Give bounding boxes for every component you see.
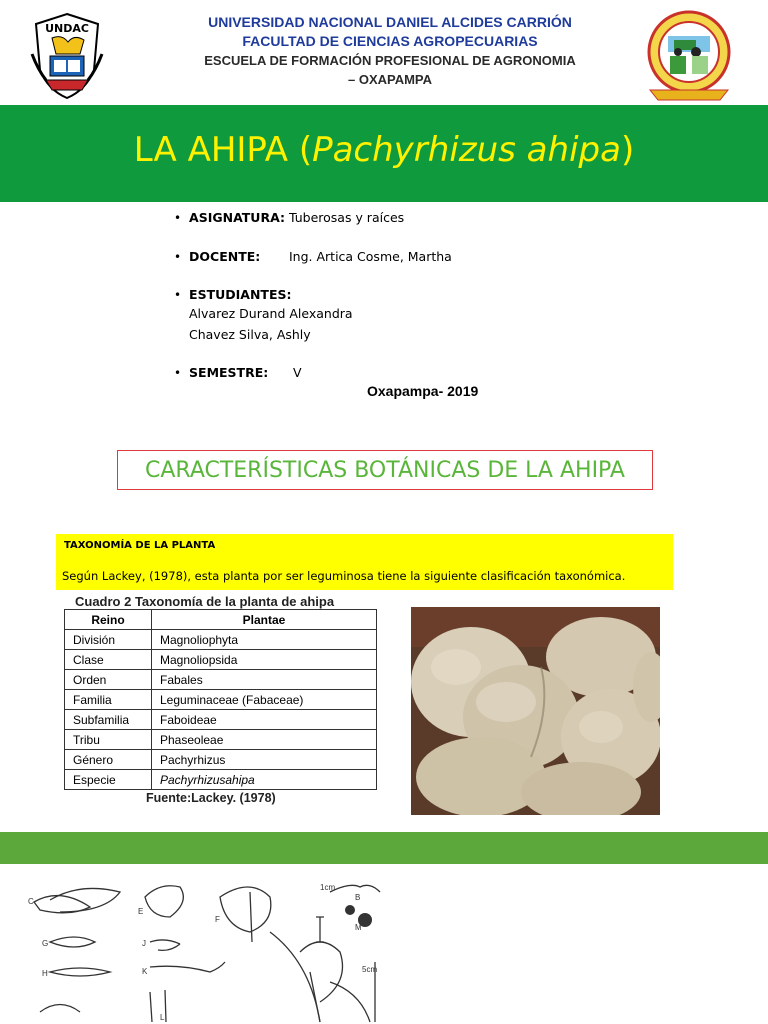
- bullet-icon: •: [174, 366, 182, 380]
- asignatura-row: [174, 210, 404, 225]
- sketch-label-h: H: [42, 969, 48, 978]
- sketch-label-b: B: [355, 893, 361, 902]
- taxonomy-table: [64, 609, 377, 790]
- ahipa-roots-photo: [411, 607, 660, 815]
- taxon-cell: Leguminaceae (Fabaceae): [152, 690, 377, 710]
- table-row: [65, 730, 377, 750]
- table-caption: Cuadro 2 Taxonomía de la planta de ahipa: [75, 594, 335, 609]
- table-row: [65, 770, 377, 790]
- sketch-label-f: F: [215, 915, 220, 924]
- sketch-label-l: L: [160, 1013, 165, 1022]
- table-row: [65, 650, 377, 670]
- taxon-cell: Faboideae: [152, 710, 377, 730]
- sketch-label-g: G: [42, 939, 49, 948]
- taxonomy-text: Según Lackey, (1978), esta planta por ser leguminosa tiene la siguiente clasificación taxonómica.: [62, 569, 626, 583]
- undac-logo: [28, 10, 106, 102]
- table-header: Reino: [65, 610, 152, 630]
- table-row: [65, 690, 377, 710]
- table-row: [65, 710, 377, 730]
- logo-text: UNDAC: [45, 22, 89, 35]
- rank-cell: Orden: [65, 670, 152, 690]
- section-heading: CARACTERÍSTICAS BOTÁNICAS DE LA AHIPA: [117, 450, 653, 490]
- taxonomy-heading: TAXONOMÍA DE LA PLANTA: [64, 540, 216, 551]
- faculty-name: FACULTAD DE CIENCIAS AGROPECUARIAS: [242, 33, 538, 49]
- sketch-label-j: J: [142, 939, 146, 948]
- docente-row: [174, 249, 260, 264]
- taxon-cell: Pachyrhizusahipa: [152, 770, 377, 790]
- page-title: [0, 130, 768, 170]
- university-name: UNIVERSIDAD NACIONAL DANIEL ALCIDES CARRIÓN: [208, 14, 572, 30]
- bottom-band: [0, 832, 768, 864]
- taxon-cell: Magnoliopsida: [152, 650, 377, 670]
- bullet-icon: •: [174, 211, 182, 225]
- place-year: Oxapampa- 2019: [367, 383, 479, 399]
- taxon-cell: Phaseoleae: [152, 730, 377, 750]
- asignatura-value: Tuberosas y raíces: [288, 210, 405, 225]
- rank-cell: Subfamilia: [65, 710, 152, 730]
- student-name: Alvarez Durand Alexandra: [189, 306, 353, 321]
- table-row: [65, 670, 377, 690]
- title-scientific-name: Pachyrhizus ahipa: [312, 130, 621, 170]
- sketch-scale-1cm: 1cm: [320, 883, 336, 892]
- sketch-label-e: E: [138, 907, 144, 916]
- taxon-cell: Pachyrhizus: [152, 750, 377, 770]
- docente-label: DOCENTE:: [189, 249, 261, 264]
- school-name: ESCUELA DE FORMACIÓN PROFESIONAL DE AGRONOMIA: [204, 53, 576, 68]
- taxon-cell: Magnoliophyta: [152, 630, 377, 650]
- semestre-value: V: [293, 365, 302, 380]
- asignatura-label: ASIGNATURA:: [189, 210, 285, 225]
- taxon-cell: Fabales: [152, 670, 377, 690]
- table-header-row: [65, 610, 377, 630]
- estudiantes-label: ESTUDIANTES:: [189, 287, 292, 302]
- bullet-icon: •: [174, 288, 182, 302]
- rank-cell: División: [65, 630, 152, 650]
- botanical-sketch: [20, 872, 390, 1024]
- semestre-label: SEMESTRE:: [189, 365, 269, 380]
- table-header: Plantae: [152, 610, 377, 630]
- rank-cell: Clase: [65, 650, 152, 670]
- rank-cell: Tribu: [65, 730, 152, 750]
- sketch-scale-5cm: 5cm: [362, 965, 378, 974]
- table-row: [65, 630, 377, 650]
- student-name: Chavez Silva, Ashly: [189, 327, 311, 342]
- bullet-icon: •: [174, 250, 182, 264]
- semestre-row: [174, 365, 268, 380]
- faculty-emblem-logo: [640, 8, 738, 104]
- sketch-label-m: M: [355, 923, 362, 932]
- sketch-label-k: K: [142, 967, 148, 976]
- table-source: Fuente:Lackey. (1978): [146, 791, 276, 805]
- docente-value: Ing. Artica Cosme, Martha: [289, 249, 452, 264]
- title-close: ): [620, 130, 635, 170]
- rank-cell: Especie: [65, 770, 152, 790]
- title-main: LA AHIPA (: [133, 130, 313, 170]
- estudiantes-row: [174, 287, 291, 302]
- rank-cell: Familia: [65, 690, 152, 710]
- table-row: [65, 750, 377, 770]
- rank-cell: Género: [65, 750, 152, 770]
- sketch-label-c: C: [28, 897, 34, 906]
- campus-name: – OXAPAMPA: [347, 72, 433, 87]
